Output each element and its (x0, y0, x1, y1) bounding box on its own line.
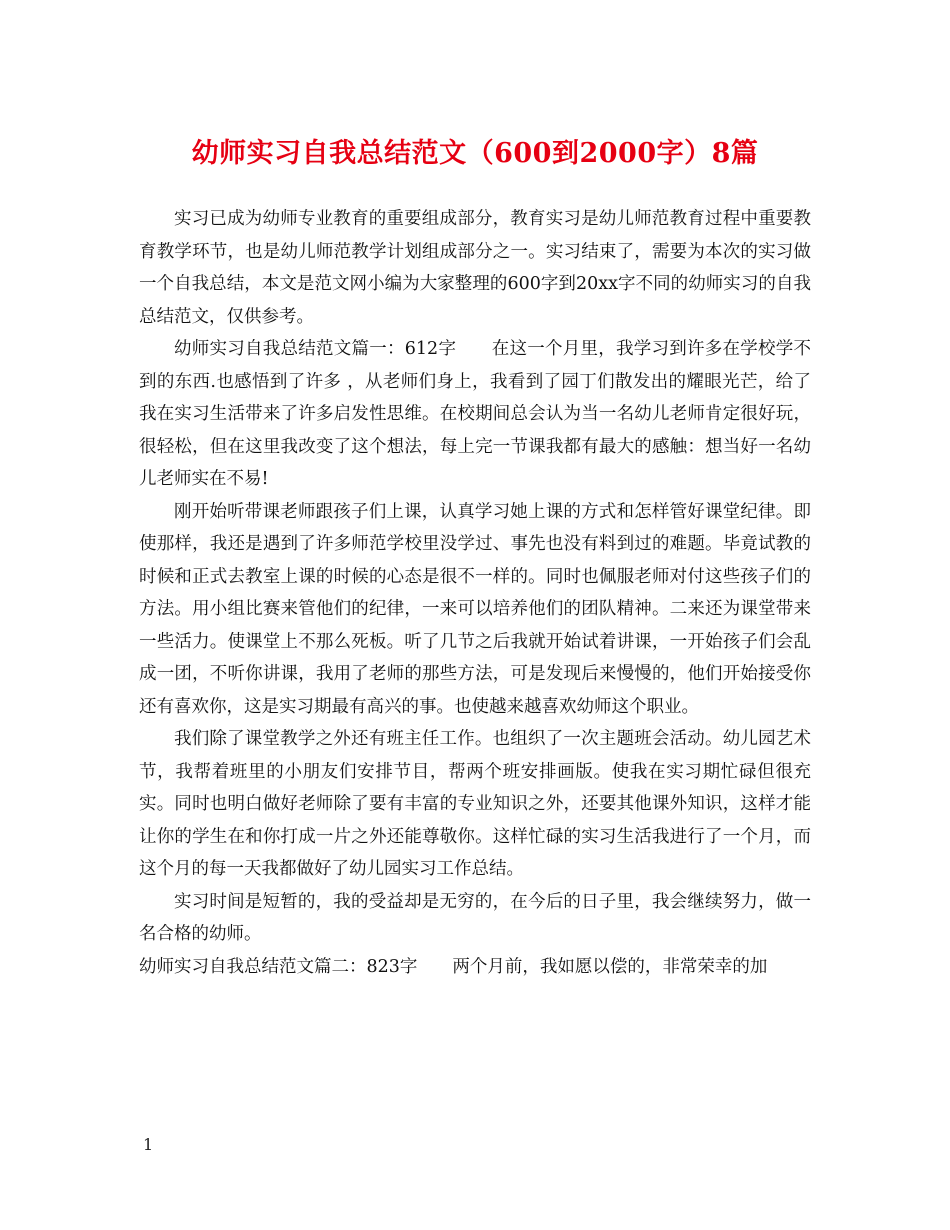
paragraph-intro: 实习已成为幼师专业教育的重要组成部分，教育实习是幼儿师范教育过程中重要教育教学环节，也是幼儿师范教学计划组成部分之一。实习结束了，需要为本次的实习做一个自我总结，本文是范文网小编为大家整理的600字到20xx字不同的幼师实习的自我总结范文，仅供参考。 (139, 209, 811, 327)
paragraph-essay-two-start: 幼师实习自我总结范文篇二：823字 两个月前，我如愿以偿的，非常荣幸的加 (139, 956, 768, 977)
paragraph-classroom: 刚开始听带课老师跟孩子们上课，认真学习她上课的方式和怎样管好课堂纪律。即使那样，我还是遇到了许多师范学校里没学过、事先也没有料到过的难题。毕竟试教的时候和正式去教室上课的时候的心态是很不一样的。同时也佩服老师对付这些孩子们的方法。用小组比赛来管他们的纪律，一来可以培养他们的团队精神。二来还为课堂带来一些活力。使课堂上不那么死板。听了几节之后我就开始试着讲课，一开始孩子们会乱成一团，不听你讲课，我用了老师的那些方法，可是发现后来慢慢的，他们开始接受你还有喜欢你，这是实习期最有高兴的事。也使越来越喜欢幼师这个职业。 (139, 501, 811, 717)
document-body (139, 203, 811, 983)
paragraph-conclusion: 实习时间是短暂的，我的受益却是无穷的，在今后的日子里，我会继续努力，做一名合格的幼师。 (139, 891, 811, 944)
paragraph-head-teacher: 我们除了课堂教学之外还有班主任工作。也组织了一次主题班会活动。幼儿园艺术节，我帮着班里的小朋友们安排节目，帮两个班安排画版。使我在实习期忙碌但很充实。同时也明白做好老师除了要有丰富的专业知识之外，还要其他课外知识，这样才能让你的学生在和你打成一片之外还能尊敬你。这样忙碌的实习生活我进行了一个月，而这个月的每一天我都做好了幼儿园实习工作总结。 (139, 729, 811, 879)
page-number: 1 (143, 1135, 154, 1154)
paragraph-essay-one-start: 幼师实习自我总结范文篇一：612字 在这一个月里，我学习到许多在学校学不到的东西.也感悟到了许多 ，从老师们身上，我看到了园丁们散发出的耀眼光芒，给了我在实习生活带来了许多启发性思维。在校期间总会认为当一名幼儿老师肯定很好玩，很轻松，但在这里我改变了这个想法，每上完一节课我都有最大的感触：想当好一名幼儿老师实在不易! (139, 339, 811, 489)
document-title: 幼师实习自我总结范文（600到2000字）8篇 (191, 138, 759, 169)
